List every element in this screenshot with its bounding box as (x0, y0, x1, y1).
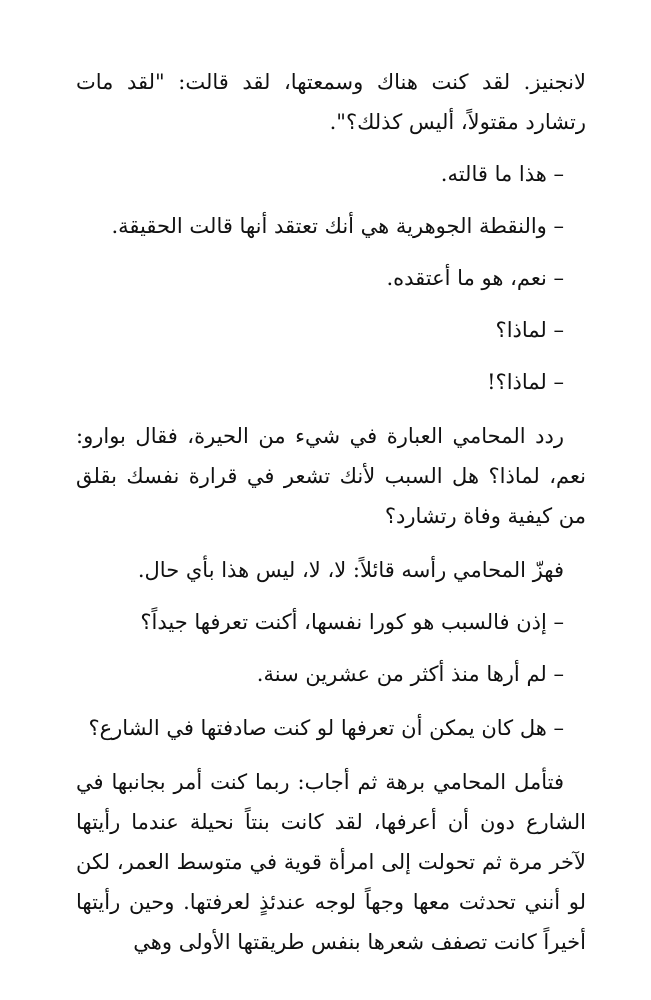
dialogue-line: – هذا ما قالته. (440, 162, 564, 186)
dialogue-line: – إذن فالسبب هو كورا نفسها، أكنت تعرفها جيداً؟ (140, 610, 564, 634)
dialogue-line: – نعم، هو ما أعتقده. (386, 266, 564, 290)
paragraph: فتأمل المحامي برهة ثم أجاب: ربما كنت أمر بجانبها في الشارع دون أن أعرفها، لقد كانت بنتاً نحيلة عندما رأيتها لآخر مرة ثم تحولت إلى امرأة قوية في متوسط العمر، لكن لو أنني تحدثت معها وجهاً لوجه عندئذٍ لعرفتها. وحين رأيتها أخيراً كانت تصفف شعرها بنفس طريقتها الأولى وهي (76, 770, 586, 954)
dialogue-line: – والنقطة الجوهرية هي أنك تعتقد أنها قالت الحقيقة. (111, 214, 564, 238)
book-page (76, 62, 586, 962)
dialogue-line: – لم أرها منذ أكثر من عشرين سنة. (256, 662, 564, 686)
dialogue-line: فهزّ المحامي رأسه قائلاً: لا، لا، ليس هذا بأي حال. (137, 558, 564, 582)
paragraph: ردد المحامي العبارة في شيء من الحيرة، فقال بوارو: نعم، لماذا؟ هل السبب لأنك تشعر في قرارة نفسك بقلق من كيفية وفاة رتشارد؟ (76, 424, 586, 528)
dialogue-line: – لماذا؟ (495, 318, 564, 342)
dialogue-line: – لماذا؟! (487, 370, 564, 394)
paragraph: لانجنيز. لقد كنت هناك وسمعتها، لقد قالت: "لقد مات رتشارد مقتولاً، أليس كذلك؟". (76, 70, 586, 134)
dialogue-paragraph: – هل كان يمكن أن تعرفها لو كنت صادفتها في الشارع؟ (88, 716, 564, 740)
